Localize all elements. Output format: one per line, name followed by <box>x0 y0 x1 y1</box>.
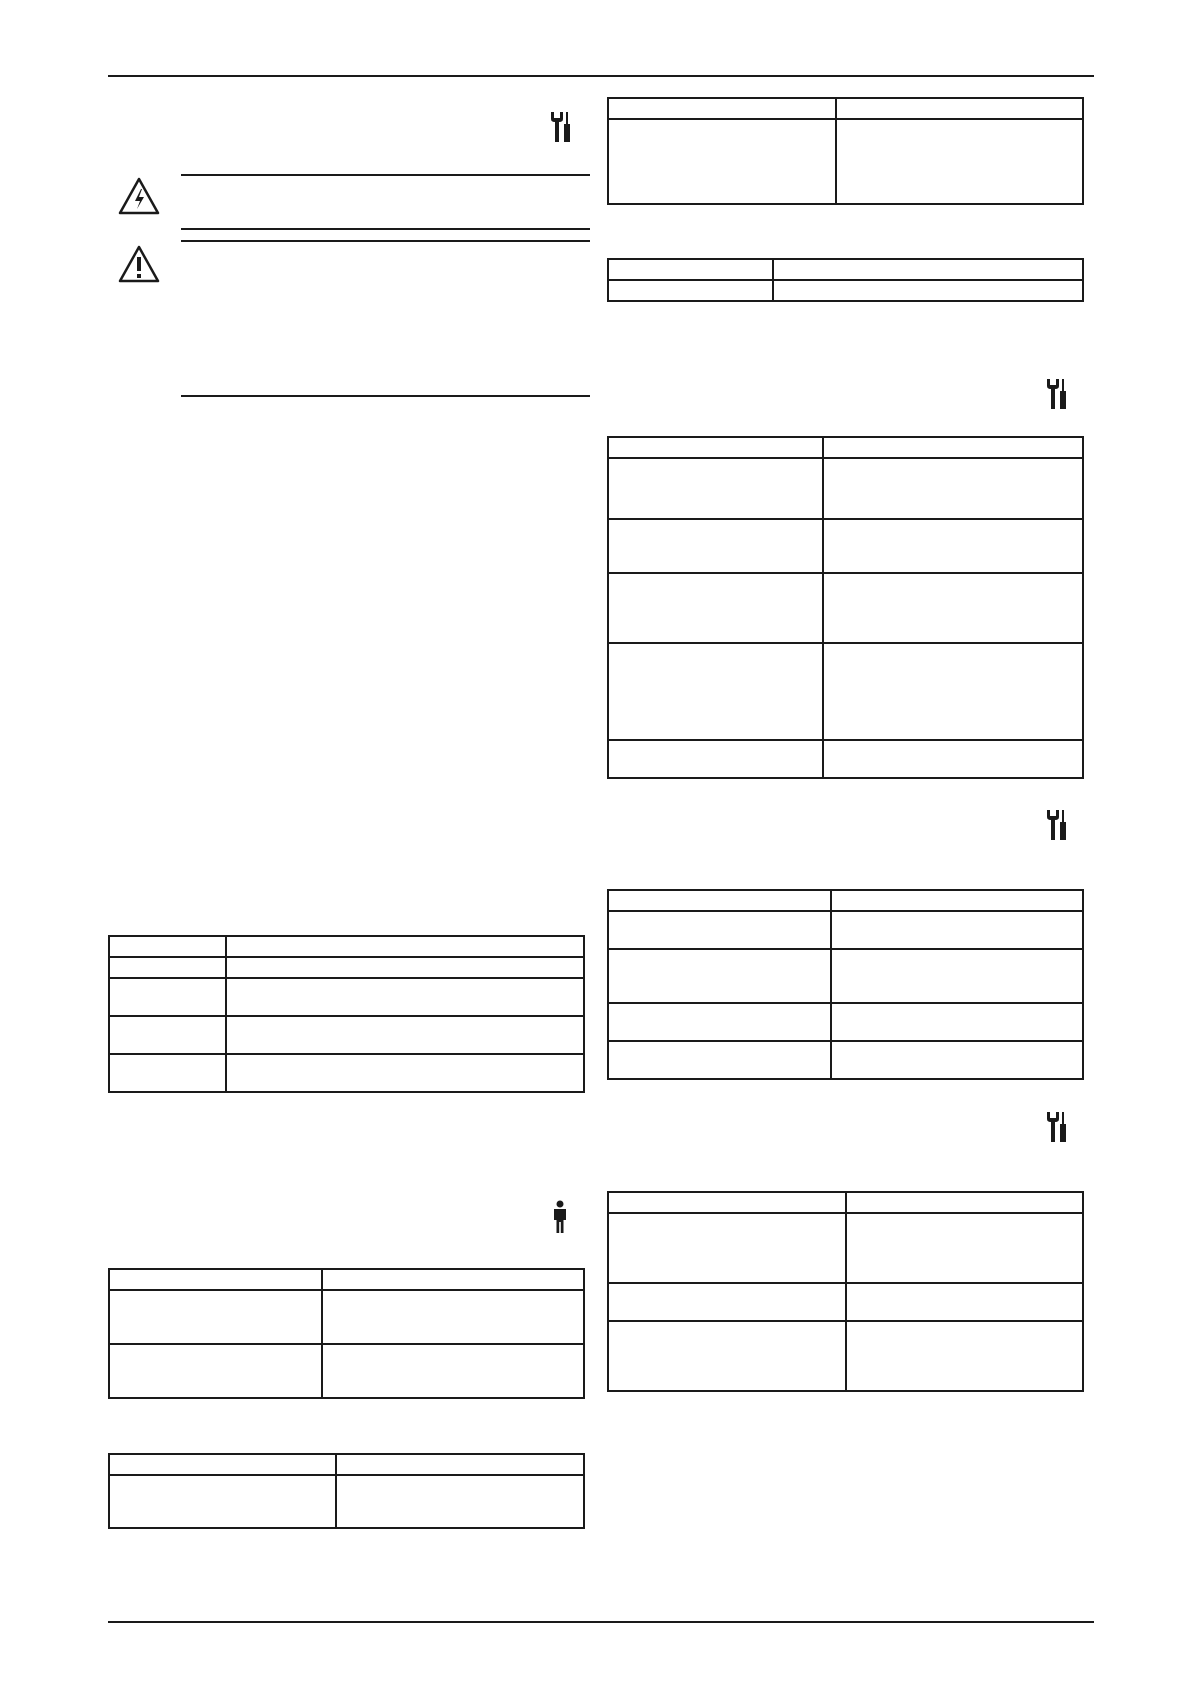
warning-electric-top-rule <box>181 174 590 176</box>
person-icon <box>551 1200 569 1234</box>
wrench-screwdriver-icon <box>1045 377 1069 411</box>
wrench-screwdriver-icon <box>549 110 573 144</box>
table-a <box>108 935 585 1093</box>
table-row <box>608 1003 1083 1041</box>
table-e <box>607 258 1084 302</box>
table-b <box>108 1268 585 1399</box>
warning-general-top-rule <box>181 240 590 242</box>
warning-general-bottom-rule <box>181 395 590 397</box>
table-row <box>608 259 1083 280</box>
table-row <box>608 949 1083 1003</box>
table-row <box>608 437 1083 458</box>
table-row <box>608 280 1083 301</box>
table-row <box>109 1016 584 1054</box>
table-row <box>608 519 1083 573</box>
table-d <box>607 97 1084 205</box>
table-row <box>109 1290 584 1344</box>
table-row <box>608 1321 1083 1391</box>
footer-rule <box>108 1621 1094 1623</box>
table-g <box>607 889 1084 1080</box>
table-c <box>108 1453 585 1529</box>
table-h <box>607 1191 1084 1392</box>
table-row <box>109 1475 584 1528</box>
header-rule <box>108 75 1094 77</box>
table-row <box>608 890 1083 911</box>
wrench-screwdriver-icon <box>1045 808 1069 842</box>
table-row <box>608 1041 1083 1079</box>
table-row <box>608 911 1083 949</box>
table-row <box>608 573 1083 643</box>
table-row <box>109 1269 584 1290</box>
warning-exclamation-icon <box>117 244 161 284</box>
table-row <box>109 957 584 978</box>
table-row <box>608 1283 1083 1321</box>
table-row <box>608 1192 1083 1213</box>
table-row <box>608 643 1083 740</box>
table-row <box>109 1344 584 1398</box>
table-row <box>109 936 584 957</box>
wrench-screwdriver-icon <box>1045 1110 1069 1144</box>
table-row <box>608 458 1083 519</box>
table-f <box>607 436 1084 779</box>
warning-electric-bottom-rule <box>181 228 590 230</box>
table-row <box>608 98 1083 119</box>
high-voltage-warning-icon <box>117 176 161 216</box>
table-row <box>608 119 1083 204</box>
table-row <box>109 1054 584 1092</box>
table-row <box>109 978 584 1016</box>
table-row <box>608 1213 1083 1283</box>
table-row <box>109 1454 584 1475</box>
table-row <box>608 740 1083 778</box>
